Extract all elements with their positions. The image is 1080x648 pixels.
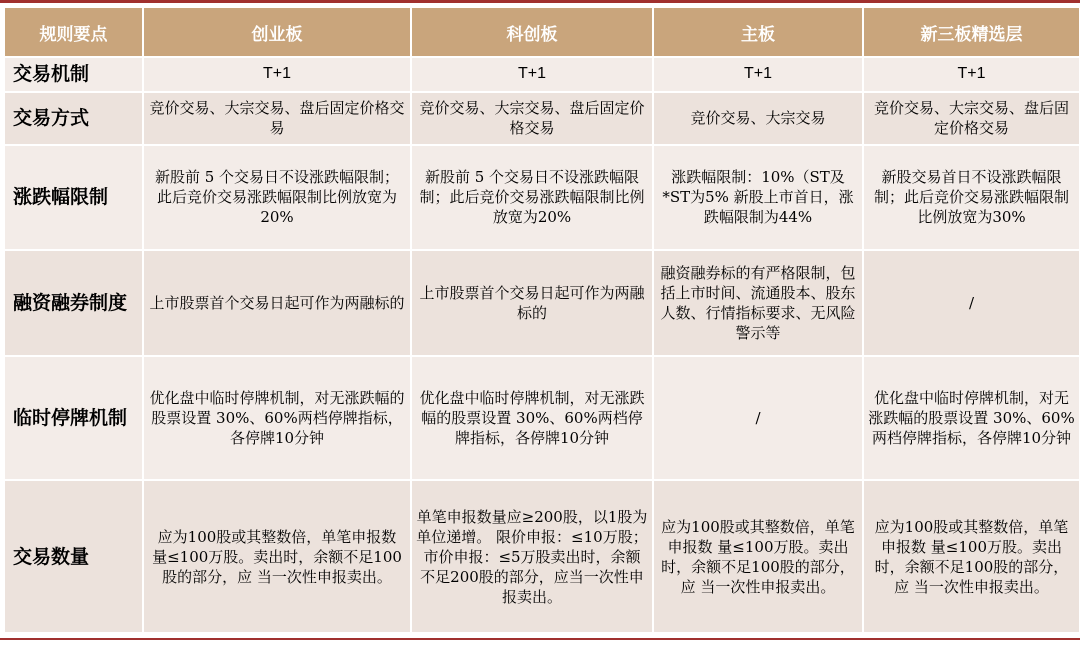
table-cell: 应为100股或其整数倍，单笔申报数 量≤100万股。卖出时，余额不足100股的部分，应 当一次性申报卖出。 — [864, 481, 1079, 632]
top-border-line — [0, 0, 1080, 3]
row-label: 交易数量 — [5, 481, 142, 632]
row-label: 临时停牌机制 — [5, 357, 142, 479]
bottom-border-line — [0, 638, 1080, 640]
table-cell: 优化盘中临时停牌机制，对无涨跌幅的股票设置 30%、60%两档停牌指标，各停牌10分钟 — [144, 357, 410, 479]
row-label: 交易机制 — [5, 58, 142, 91]
table-cell: / — [654, 357, 862, 479]
table-cell: 应为100股或其整数倍，单笔申报数 量≤100万股。卖出时，余额不足100股的部分，应 当一次性申报卖出。 — [144, 481, 410, 632]
header-chinext: 创业板 — [144, 8, 410, 56]
table-row — [5, 251, 1079, 355]
table-cell: 新股前 5 个交易日不设涨跌幅限制；此后竞价交易涨跌幅限制比例放宽为20% — [144, 146, 410, 249]
row-label: 交易方式 — [5, 93, 142, 144]
table-cell: 涨跌幅限制：10%（ST及*ST为5% 新股上市首日，涨跌幅限制为44% — [654, 146, 862, 249]
table-cell: 新股前 5 个交易日不设涨跌幅限制；此后竞价交易涨跌幅限制比例放宽为20% — [412, 146, 652, 249]
row-label: 涨跌幅限制 — [5, 146, 142, 249]
header-rules: 规则要点 — [5, 8, 142, 56]
table-row — [5, 58, 1079, 91]
market-rules-comparison-table — [3, 6, 1080, 634]
table-cell: 竞价交易、大宗交易、盘后固定价格交易 — [864, 93, 1079, 144]
header-main-board: 主板 — [654, 8, 862, 56]
table-cell: T+1 — [412, 58, 652, 91]
table-cell: 新股交易首日不设涨跌幅限制；此后竞价交易涨跌幅限制比例放宽为30% — [864, 146, 1079, 249]
table-cell: 应为100股或其整数倍，单笔申报数 量≤100万股。卖出时，余额不足100股的部分，应 当一次性申报卖出。 — [654, 481, 862, 632]
table-cell: 优化盘中临时停牌机制，对无涨跌幅的股票设置 30%、60%两档停牌指标，各停牌10分钟 — [864, 357, 1079, 479]
header-neeq-select: 新三板精选层 — [864, 8, 1079, 56]
table-cell: 融资融券标的有严格限制，包括上市时间、流通股本、股东人数、行情指标要求、无风险警示等 — [654, 251, 862, 355]
table-row — [5, 357, 1079, 479]
table-cell: 竞价交易、大宗交易 — [654, 93, 862, 144]
table-cell: 上市股票首个交易日起可作为两融标的 — [412, 251, 652, 355]
table-cell: 优化盘中临时停牌机制，对无涨跌幅的股票设置 30%、60%两档停牌指标，各停牌10分钟 — [412, 357, 652, 479]
table-cell: T+1 — [864, 58, 1079, 91]
row-label: 融资融券制度 — [5, 251, 142, 355]
table-cell: 竞价交易、大宗交易、盘后固定价格交易 — [412, 93, 652, 144]
table-cell: T+1 — [654, 58, 862, 91]
table-row — [5, 146, 1079, 249]
header-star-market: 科创板 — [412, 8, 652, 56]
table-cell: 上市股票首个交易日起可作为两融标的 — [144, 251, 410, 355]
table-cell: T+1 — [144, 58, 410, 91]
table-cell: 单笔申报数量应≥200股，以1股为单位递增。 限价申报：≤10万股；市价申报：≤5万股卖出时，余额不足200股的部分，应当一次性申报卖出。 — [412, 481, 652, 632]
header-row — [5, 8, 1079, 56]
table-row — [5, 481, 1079, 632]
table-row — [5, 93, 1079, 144]
table-cell: / — [864, 251, 1079, 355]
table-cell: 竞价交易、大宗交易、盘后固定价格交易 — [144, 93, 410, 144]
